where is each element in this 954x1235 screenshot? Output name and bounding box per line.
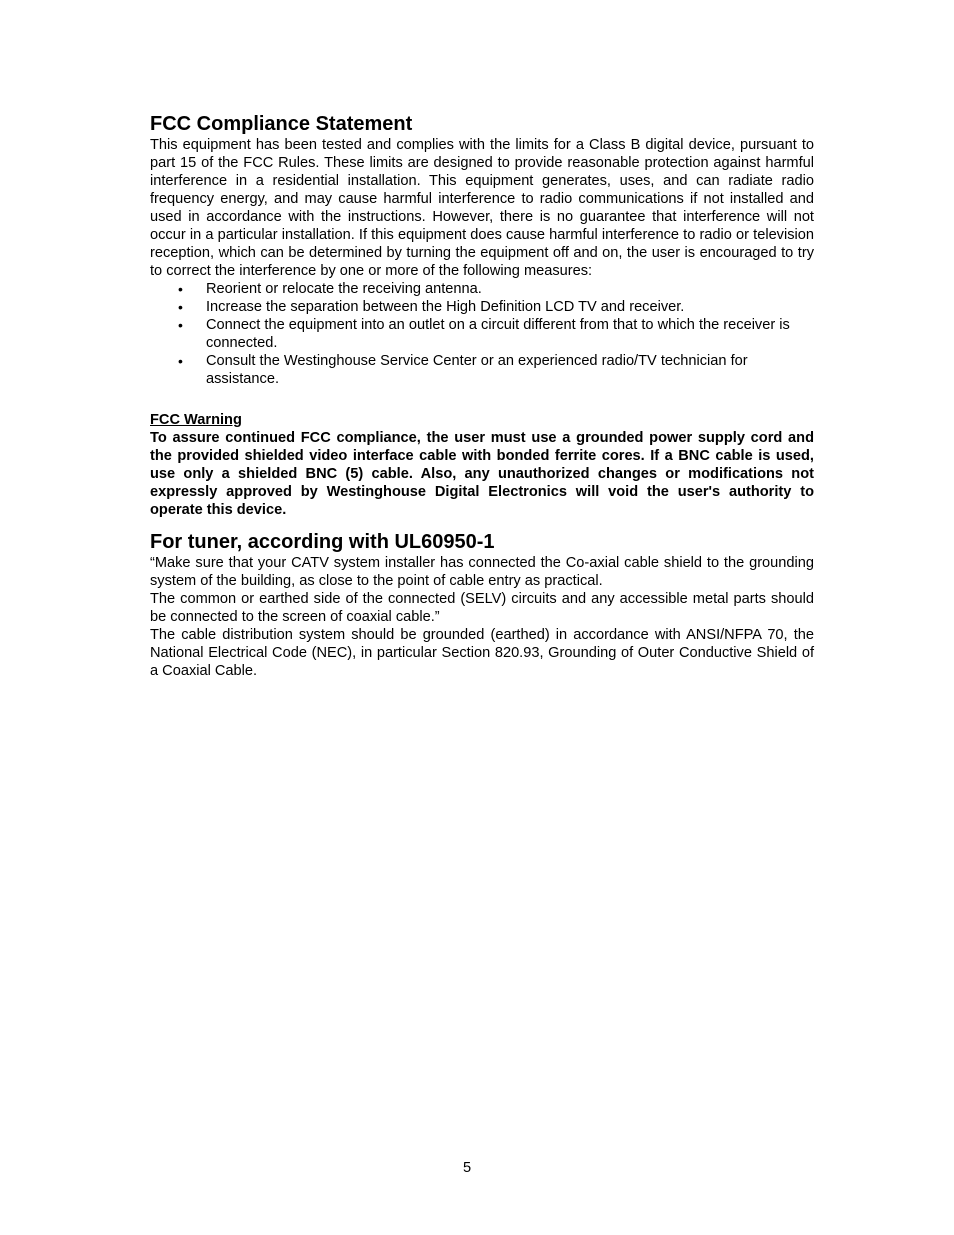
bullet-icon: • [178,317,183,333]
tuner-heading: For tuner, according with UL60950-1 [150,531,495,553]
document-page [150,112,814,680]
tuner-paragraph: The cable distribution system should be grounded (earthed) in accordance with ANSI/NFPA 70, the National Electrical Code (NEC), in particular Section 820.93, Grounding of Outer Conductive Shield of a Coaxial Cable. [150,627,814,679]
measure-text: Connect the equipment into an outlet on a circuit different from that to which the receiver is connected. [206,317,790,351]
bullet-icon: • [178,281,183,297]
list-item [150,316,814,352]
measure-text: Consult the Westinghouse Service Center or an experienced radio/TV technician for assistance. [206,353,748,387]
page-number: 5 [462,1160,472,1176]
bullet-icon: • [178,353,183,369]
fcc-compliance-body: This equipment has been tested and complies with the limits for a Class B digital device, pursuant to part 15 of the FCC Rules. These limits are designed to provide reasonable protection against harmful interference in a residential installation. This equipment generates, uses, and can radiate radio frequency energy, and may cause harmful interference to radio communications if not installed and used in accordance with the instructions. However, there is no guarantee that interference will not occur in a particular installation. If this equipment does cause harmful interference to radio or television reception, which can be determined by turning the equipment off and on, the user is encouraged to try to correct the interference by one or more of the following measures: [150,137,814,279]
measure-text: Reorient or relocate the receiving antenna. [206,281,482,297]
list-item [150,280,814,298]
tuner-paragraph: The common or earthed side of the connected (SELV) circuits and any accessible metal parts should be connected to the screen of coaxial cable.” [150,591,814,625]
fcc-compliance-heading: FCC Compliance Statement [150,113,413,135]
measures-list [150,280,814,388]
tuner-paragraph: “Make sure that your CATV system installer has connected the Co-axial cable shield to the grounding system of the building, as close to the point of cable entry as practical. [150,555,814,589]
fcc-warning-body: To assure continued FCC compliance, the user must use a grounded power supply cord and the provided shielded video interface cable with bonded ferrite cores. If a BNC cable is used, use only a shielded BNC (5) cable. Also, any unauthorized changes or modifications not expressly approved by Westinghouse Digital Electronics will void the user's authority to operate this device. [150,430,814,518]
list-item [150,298,814,316]
measure-text: Increase the separation between the High Definition LCD TV and receiver. [206,299,685,315]
fcc-warning-heading: FCC Warning [150,412,242,428]
list-item [150,352,814,388]
bullet-icon: • [178,299,183,315]
